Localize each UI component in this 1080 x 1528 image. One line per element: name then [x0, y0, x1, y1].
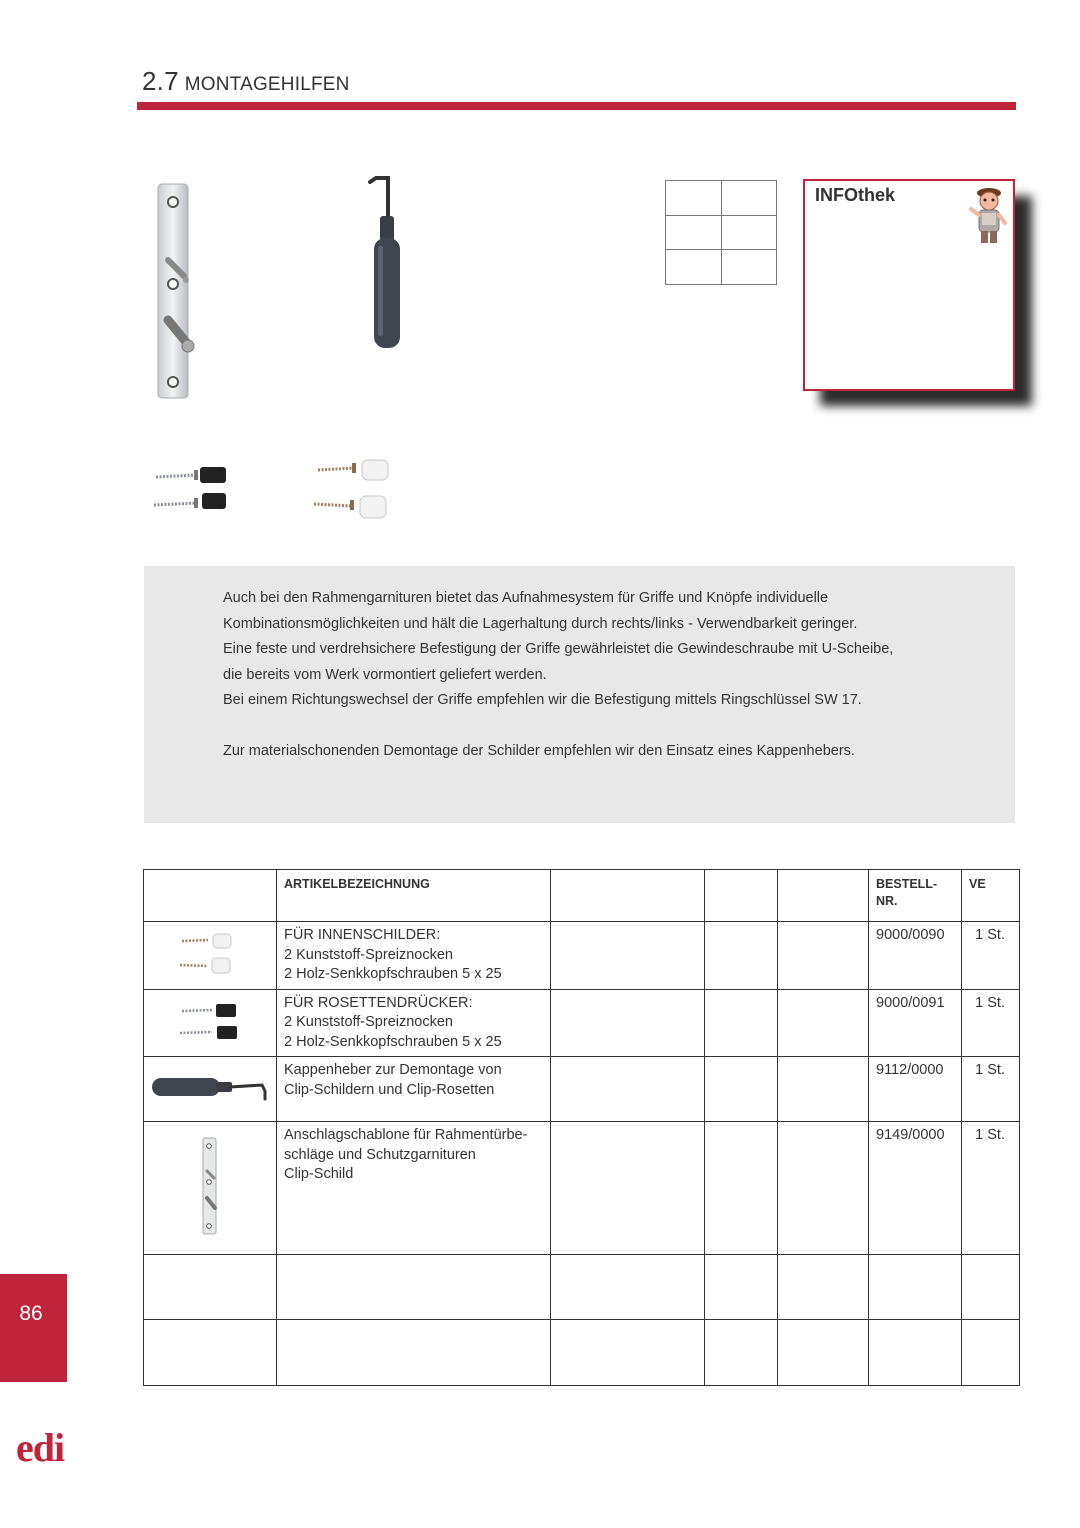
grid-cell — [666, 215, 722, 250]
template-plate-image — [150, 180, 200, 402]
row-ve: 1 St. — [962, 1122, 1020, 1255]
header-order-nr — [869, 870, 962, 922]
table-row — [144, 989, 1020, 1057]
header-empty — [705, 870, 778, 922]
header-ve: VE — [962, 870, 1020, 922]
grid-cell — [721, 215, 777, 250]
section-heading — [142, 66, 350, 97]
table-row-empty — [144, 1255, 1020, 1320]
edi-logo: edi — [16, 1425, 65, 1470]
grid-cell — [666, 181, 722, 216]
screws-black-nocken-image — [150, 460, 232, 516]
empty-cell — [705, 989, 778, 1057]
row-order-nr: 9000/0091 — [869, 989, 962, 1057]
header-order-nr-line2: NR. — [876, 894, 898, 908]
row-line: 2 Holz-Senkkopfschrauben 5 x 25 — [284, 966, 502, 982]
row-ve: 1 St. — [962, 989, 1020, 1057]
empty-cell — [962, 1255, 1020, 1320]
empty-cell — [551, 1122, 705, 1255]
description-line: Kombinationsmöglichkeiten und hält die Lagerhaltung durch rechts/links - Verwendbarkeit geringer. — [223, 615, 858, 632]
empty-cell — [705, 1320, 778, 1386]
cap-lifter-image — [364, 176, 408, 352]
row-line: 2 Kunststoff-Spreiznocken — [284, 946, 453, 963]
description-line: Zur materialschonenden Demontage der Schilder empfehlen wir den Einsatz eines Kappenhebers. — [223, 742, 855, 759]
row-line: Kappenheber zur Demontage von — [284, 1062, 502, 1078]
row-image-cell — [144, 922, 277, 990]
grid-cell — [666, 250, 722, 285]
row-article — [277, 922, 551, 990]
table-row — [144, 1057, 1020, 1122]
description-line: Bei einem Richtungswechsel der Griffe empfehlen wir die Befestigung mittels Ringschlüssel SW 17. — [223, 692, 862, 708]
empty-cell — [778, 922, 869, 990]
empty-cell — [551, 1255, 705, 1320]
row-ve: 1 St. — [962, 922, 1020, 990]
empty-cell — [144, 1320, 277, 1386]
row-image-cell — [144, 1057, 277, 1122]
page-number: 86 — [19, 1302, 43, 1325]
empty-cell — [869, 1255, 962, 1320]
row-image-cell — [144, 989, 277, 1057]
screws-white-nocken-thumb — [180, 931, 240, 975]
header-article: ARTIKELBEZEICHNUNG — [277, 870, 551, 922]
table-row — [144, 922, 1020, 990]
description-line: Auch bei den Rahmengarnituren bietet das Aufnahmesystem für Griffe und Knöpfe individuelle — [223, 590, 829, 606]
empty-cell — [705, 922, 778, 990]
mascot-icon — [969, 185, 1009, 247]
row-line: Clip-Schild — [284, 1166, 354, 1182]
row-line: 2 Holz-Senkkopfschrauben 5 x 25 — [284, 1033, 502, 1050]
header-order-nr-line1: BESTELL- — [876, 877, 938, 891]
table-row-empty — [144, 1320, 1020, 1386]
empty-cell — [705, 1255, 778, 1320]
empty-cell — [551, 1057, 705, 1122]
empty-cell — [962, 1320, 1020, 1386]
empty-grid — [665, 180, 777, 285]
header-empty — [778, 870, 869, 922]
template-plate-thumb — [198, 1136, 222, 1236]
screws-black-nocken-thumb — [178, 1001, 242, 1041]
empty-cell — [705, 1057, 778, 1122]
grid-cell — [721, 250, 777, 285]
description-line: Eine feste und verdrehsichere Befestigung der Griffe gewährleistet die Gewindeschraube mit U-Scheibe, — [223, 641, 894, 657]
product-table — [143, 869, 1020, 1386]
row-order-nr: 9149/0000 — [869, 1122, 962, 1255]
section-title: MONTAGEHILFEN — [184, 74, 350, 95]
description-text — [223, 586, 1003, 764]
row-article — [277, 1057, 551, 1122]
cap-lifter-thumb — [150, 1069, 270, 1105]
row-line: schläge und Schutzgarnituren — [284, 1146, 476, 1163]
row-image-cell — [144, 1122, 277, 1255]
grid-cell — [721, 181, 777, 216]
header-image-cell — [144, 870, 277, 922]
description-line: die bereits vom Werk vormontiert geliefert werden. — [223, 666, 547, 683]
empty-cell — [778, 1122, 869, 1255]
empty-cell — [778, 1057, 869, 1122]
row-line: FÜR INNENSCHILDER: — [284, 927, 441, 943]
empty-cell — [551, 922, 705, 990]
empty-cell — [277, 1255, 551, 1320]
row-line: Clip-Schildern und Clip-Rosetten — [284, 1081, 495, 1098]
screws-white-nocken-image — [312, 456, 392, 520]
description-box — [144, 566, 1015, 823]
row-line: 2 Kunststoff-Spreiznocken — [284, 1014, 453, 1030]
empty-cell — [551, 989, 705, 1057]
row-ve: 1 St. — [962, 1057, 1020, 1122]
empty-cell — [551, 1320, 705, 1386]
infothek-title: INFOthek — [815, 185, 896, 205]
title-rule — [137, 102, 1016, 110]
empty-cell — [277, 1320, 551, 1386]
empty-cell — [144, 1255, 277, 1320]
empty-cell — [869, 1320, 962, 1386]
row-article — [277, 1122, 551, 1255]
row-order-nr: 9000/0090 — [869, 922, 962, 990]
row-order-nr: 9112/0000 — [869, 1057, 962, 1122]
row-line: Anschlagschablone für Rahmentürbe- — [284, 1127, 528, 1143]
page-number-tab — [0, 1274, 67, 1382]
infothek-box — [803, 179, 1015, 391]
section-number: 2.7 — [142, 66, 179, 96]
header-empty — [551, 870, 705, 922]
table-row — [144, 1122, 1020, 1255]
empty-cell — [705, 1122, 778, 1255]
row-article — [277, 989, 551, 1057]
empty-cell — [778, 1255, 869, 1320]
table-header-row — [144, 870, 1020, 922]
empty-cell — [778, 1320, 869, 1386]
row-line: FÜR ROSETTENDRÜCKER: — [284, 994, 473, 1011]
empty-cell — [778, 989, 869, 1057]
